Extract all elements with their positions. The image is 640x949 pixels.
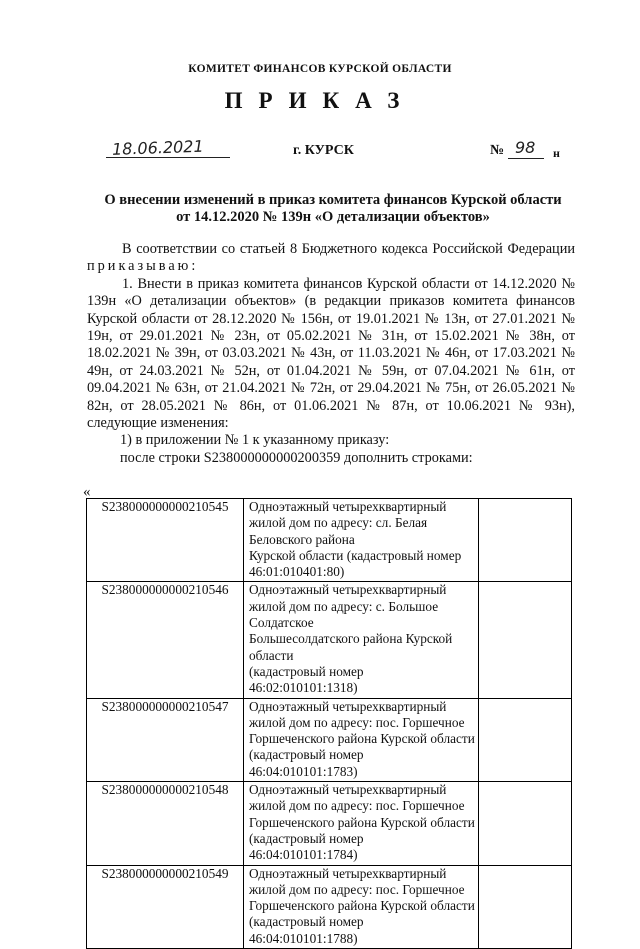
order-word: приказываю	[87, 258, 192, 275]
object-code-cell: S238000000000210546	[87, 582, 244, 698]
empty-cell	[479, 698, 572, 781]
description-line: (кадастровый номер 46:04:010101:1784)	[249, 830, 364, 863]
description-line: (кадастровый номер 46:04:010101:1783)	[249, 747, 364, 779]
object-description-cell	[244, 782, 479, 865]
object-description-cell	[244, 582, 479, 698]
description-line: Одноэтажный четырехквартирный	[249, 499, 447, 514]
object-description-cell	[244, 865, 479, 948]
description-line: Большесолдатского района Курской области	[249, 631, 453, 663]
table-row	[87, 698, 572, 781]
description-line: жилой дом по адресу: с. Большое Солдатское	[249, 598, 439, 631]
order-body	[87, 241, 575, 467]
description-line: Горшеченского района Курской области	[249, 731, 475, 747]
document-type-title: ПРИКАЗ	[224, 88, 416, 113]
description-line: Курской области (кадастровый номер	[249, 547, 462, 563]
description-line: жилой дом по адресу: пос. Горшечное	[249, 798, 465, 814]
subject-line-2: от 14.12.2020 № 139н «О детализации объектов»	[176, 209, 490, 225]
handwritten-date: 18.06.2021	[111, 136, 204, 159]
description-line: жилой дом по адресу: пос. Горшечное	[249, 881, 465, 897]
handwritten-number: 98	[515, 138, 536, 157]
description-line: Одноэтажный четырехквартирный	[249, 865, 447, 881]
order-subject	[90, 192, 576, 226]
table-row	[87, 782, 572, 865]
object-code-cell: S238000000000210547	[87, 698, 244, 781]
empty-cell	[479, 782, 572, 865]
insertion-instruction: после строки S238000000000200359 дополнить строками:	[120, 449, 473, 466]
table-row	[87, 582, 572, 698]
description-line: (кадастровый номер 46:04:010101:1788)	[249, 914, 364, 946]
objects-table	[86, 498, 572, 949]
subject-line-1: О внесении изменений в приказ комитета финансов Курской области	[104, 192, 562, 208]
preamble-colon: :	[191, 258, 196, 275]
description-line: 46:01:010401:80)	[249, 564, 345, 580]
preamble-paragraph	[87, 241, 575, 276]
description-line: (кадастровый номер 46:02:010101:1318)	[249, 663, 364, 696]
description-line: Горшеченского района Курской области	[249, 814, 475, 830]
empty-cell	[479, 499, 572, 582]
date-underline	[106, 157, 230, 158]
table-row	[87, 865, 572, 948]
table-row	[87, 499, 572, 582]
description-line: Одноэтажный четырехквартирный	[249, 698, 447, 714]
empty-cell	[479, 865, 572, 948]
description-line: Одноэтажный четырехквартирный	[249, 782, 447, 798]
subclause-paragraph: 1) в приложении № 1 к указанному приказу:	[120, 432, 390, 449]
preamble-text: В соответствии со статьей 8 Бюджетного кодекса Российской Федерации	[122, 241, 575, 257]
object-code-cell: S238000000000210549	[87, 865, 244, 948]
object-description-cell	[244, 499, 479, 582]
number-label: №	[490, 143, 505, 158]
city-label: г. КУРСК	[293, 143, 354, 158]
opening-quote-mark: «	[83, 484, 91, 500]
clause-1-paragraph: 1. Внести в приказ комитета финансов Курской области от 14.12.2020 № 139н «О детализации объектов» (в редакции приказов комитета финансов Курской области от 28.12.2020 № 156н, от 19.01.2021 № 13н, от 27.01.2021 № 19н, от 29.01.2021 № 23н, от 05.02.2021 № 31н, от 15.02.2021 № 38н, от 18.02.2021 № 39н, от 03.03.2021 № 43н, от 11.03.2021 № 46н, от 17.03.2021 № 49н, от 24.03.2021 № 52н, от 01.04.2021 № 59н, от 07.04.2021 № 61н, от 09.04.2021 № 63н, от 21.04.2021 № 72н, от 29.04.2021 № 75н, от 26.05.2021 № 82н, от 28.05.2021 № 86н, от 01.06.2021 № 87н, от 10.06.2021 № 93н), следующие изменения:	[87, 275, 575, 432]
object-code-cell: S238000000000210545	[87, 499, 244, 582]
description-line: Горшеченского района Курской области	[249, 898, 475, 914]
empty-cell	[479, 582, 572, 698]
object-code-cell: S238000000000210548	[87, 782, 244, 865]
description-line: Одноэтажный четырехквартирный	[249, 582, 447, 598]
object-description-cell	[244, 698, 479, 781]
description-line: жилой дом по адресу: сл. Белая Беловского района	[249, 515, 428, 547]
number-suffix: н	[553, 146, 560, 160]
number-underline	[508, 158, 544, 159]
committee-name: КОМИТЕТ ФИНАНСОВ КУРСКОЙ ОБЛАСТИ	[188, 63, 452, 75]
description-line: жилой дом по адресу: пос. Горшечное	[249, 714, 465, 730]
